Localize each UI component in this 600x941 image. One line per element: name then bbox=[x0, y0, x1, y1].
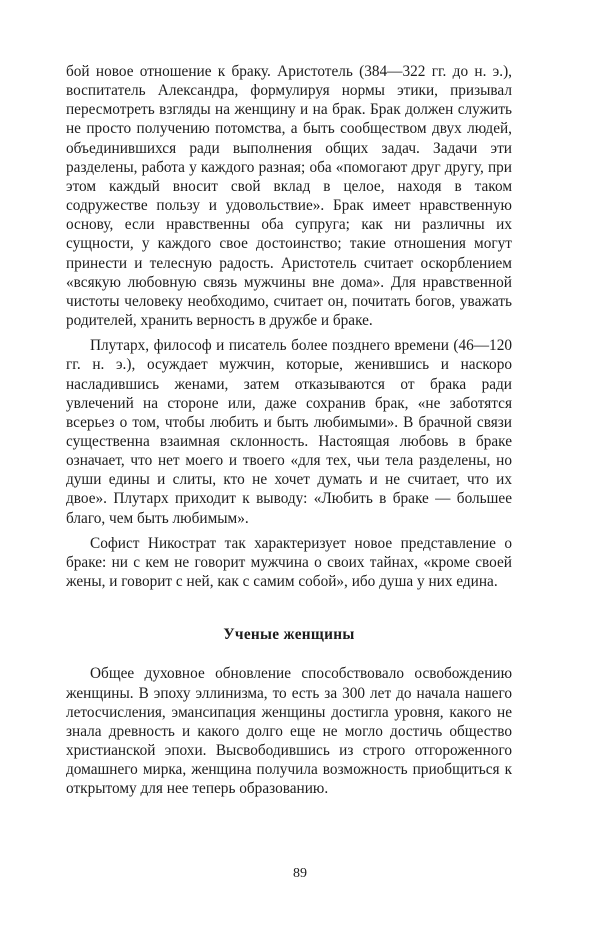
paragraph-aristotle: бой новое отношение к браку. Аристотель (384—322 гг. до н. э.), воспитатель Александра, формулируя нормы этики, призывал пересмотреть взгляды на женщину и на брак. Брак должен служить не просто получению потомства, а быть сообществом двух людей, объединившихся ради выполнения общих задач. Задачи эти разделены, работа у каждого разная; оба «помогают друг другу, при этом каждый вносит свой вклад в целое, находя в таком содружестве пользу и удовольствие». Брак имеет нравственную основу, если нравственны оба супруга; как ни различны их сущности, у каждого свое достоинство; такие отношения могут принести и телесную радость. Аристотель считает оскорблением «всякую любовную связь мужчины вне дома». Для нравственной чистоты человеку необходимо, считает он, почитать богов, уважать родителей, хранить верность в дружбе и браке. bbox=[66, 63, 512, 330]
paragraph-nicostratus: Софист Никострат так характеризует новое представление о браке: ни с кем не говорит мужчина о своих тайнах, «кроме своей жены, и говорит с ней, как с самим собой», ибо душа у них едина. bbox=[66, 534, 512, 591]
section-heading: Ученые женщины bbox=[223, 626, 355, 644]
page-text-block bbox=[66, 62, 512, 798]
paragraph-learned-women: Общее духовное обновление способствовало освобождению женщины. В эпоху эллинизма, то есть за 300 лет до начала нашего летосчисления, эмансипация женщины достигла уровня, какого не знала древность и какого долго еще не могло достичь общество христианской эпохи. Высвободившись из строго отгороженного домашнего мирка, женщина получила возможность приобщиться к открытому для нее теперь образованию. bbox=[66, 665, 512, 798]
paragraph-plutarch: Плутарх, философ и писатель более позднего времени (46—120 гг. н. э.), осуждает мужчин, которые, женившись и наскоро насладившись женами, затем отказываются от брака ради увлечений на стороне или, даже сохранив брак, «не заботятся всерьез о том, чтобы любить и быть любимыми». В брачной связи существенна взаимная склонность. Настоящая любовь в браке означает, что нет моего и твоего «для тех, чьи тела разделены, но души едины и слиты, кто не хочет думать и не считает, что их двое». Плутарх приходит к выводу: «Любить в браке — большее благо, чем быть любимым». bbox=[66, 337, 512, 527]
page-number: 89 bbox=[293, 866, 307, 881]
